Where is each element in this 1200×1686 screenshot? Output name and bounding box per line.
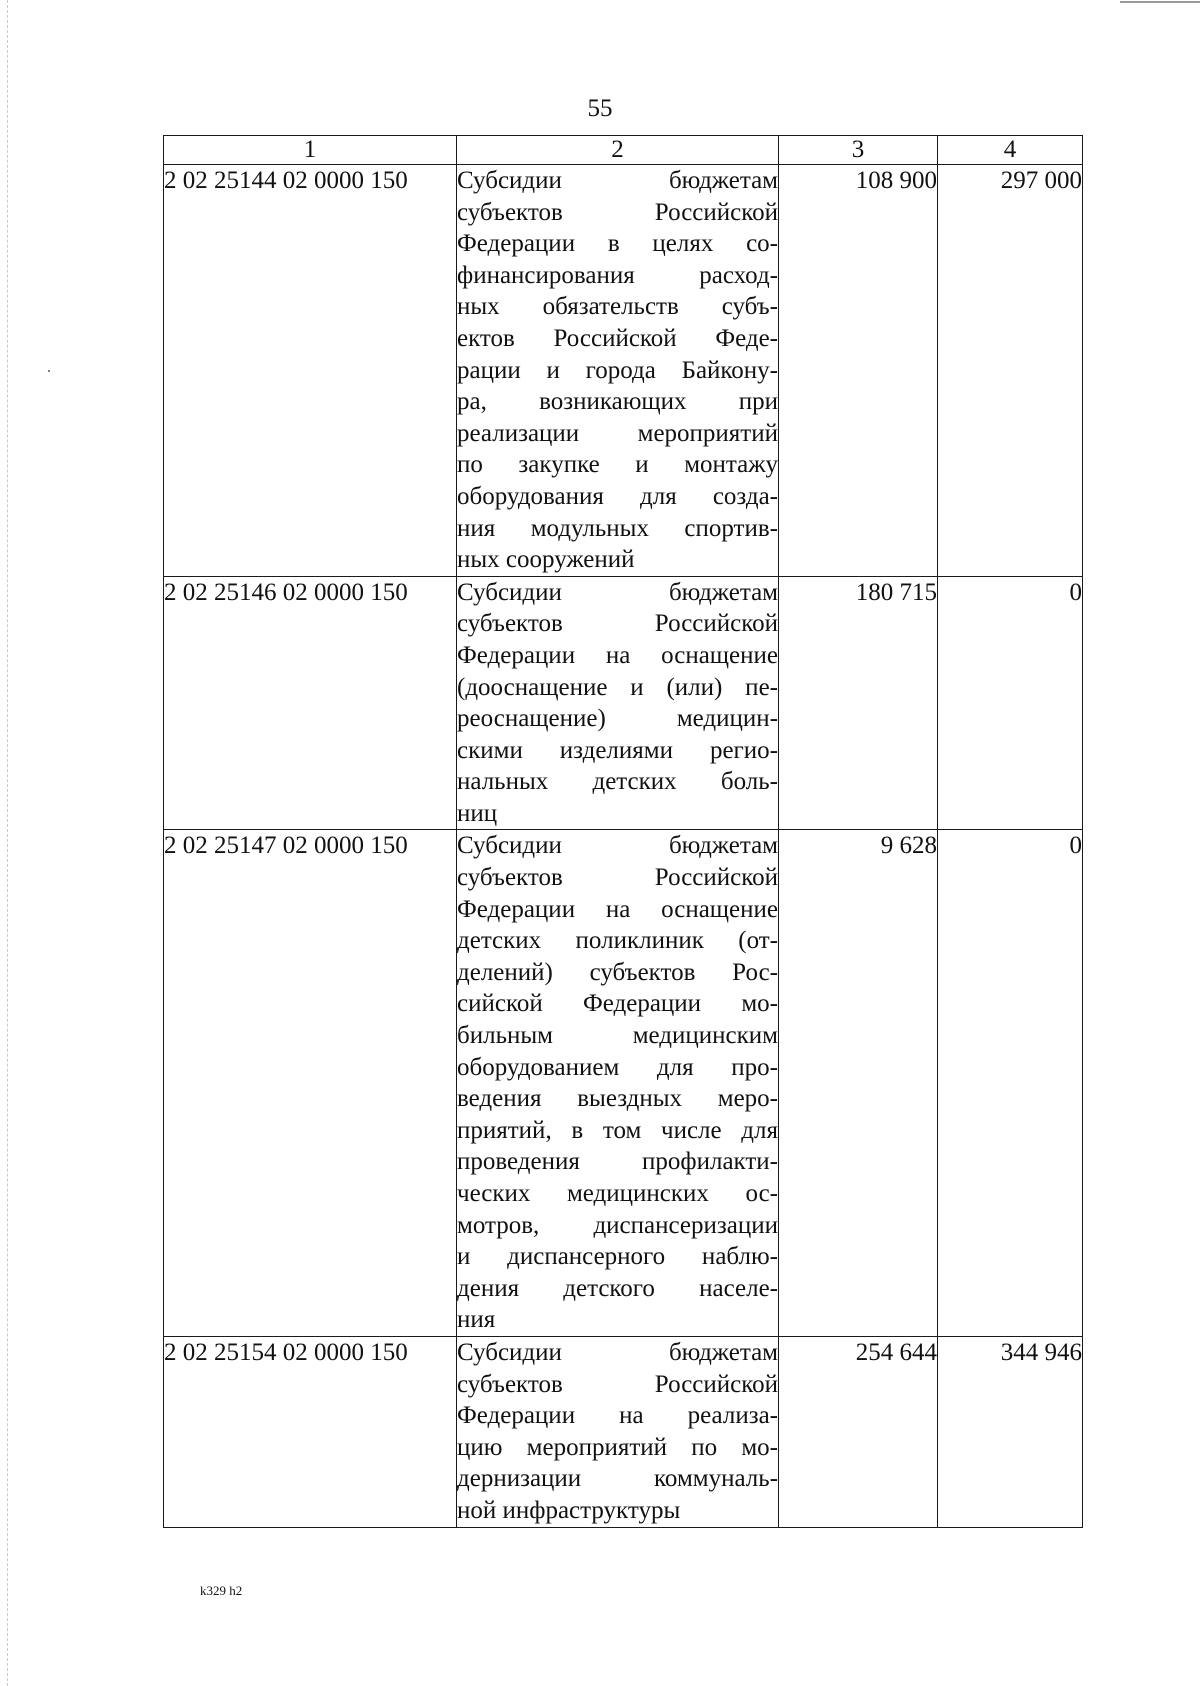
table-header-row bbox=[164, 136, 1083, 165]
description-line: Субсидии бюджетам bbox=[457, 167, 778, 194]
description-line: по закупке и монтажу bbox=[457, 451, 778, 479]
amount-col-3-cell: 108 900 bbox=[779, 165, 938, 577]
description-line: Федерации на оснащение bbox=[457, 641, 778, 669]
scan-edge-top bbox=[1120, 1, 1200, 3]
amount-col-4-cell: 0 bbox=[938, 576, 1083, 830]
page-number: 55 bbox=[587, 95, 613, 122]
description-line: цию мероприятий по мо- bbox=[457, 1433, 778, 1461]
header-col-2: 2 bbox=[457, 136, 779, 165]
description-line: ведения выездных меро- bbox=[457, 1085, 778, 1113]
description-line: Федерации в целях со- bbox=[457, 230, 778, 258]
description-line: оборудования для созда- bbox=[457, 482, 778, 510]
description-line: ния модульных спортив- bbox=[457, 514, 778, 542]
description-line: дения детского населе- bbox=[457, 1274, 778, 1302]
budget-code-cell: 2 02 25146 02 0000 150 bbox=[164, 576, 457, 830]
amount-col-3-cell: 9 628 bbox=[779, 830, 938, 1337]
table-row bbox=[164, 1336, 1083, 1527]
description-line: и диспансерного наблю- bbox=[457, 1243, 778, 1271]
description-line: Субсидии бюджетам bbox=[457, 578, 778, 606]
description-line: субъектов Российской bbox=[457, 610, 778, 638]
description-line: Федерации на оснащение bbox=[457, 895, 778, 923]
description-line: Федерации на реализа- bbox=[457, 1402, 778, 1430]
description-line: дернизации коммуналь- bbox=[457, 1465, 778, 1493]
amount-col-4-cell: 297 000 bbox=[938, 165, 1083, 577]
description-cell bbox=[457, 1336, 779, 1527]
description-line: бильным медицинским bbox=[457, 1022, 778, 1050]
header-col-3: 3 bbox=[779, 136, 938, 165]
description-cell bbox=[457, 576, 779, 830]
budget-code-cell: 2 02 25147 02 0000 150 bbox=[164, 830, 457, 1337]
description-line: сийской Федерации мо- bbox=[457, 990, 778, 1018]
description-line: ниц bbox=[457, 799, 498, 827]
budget-table bbox=[163, 135, 1083, 1528]
description-line: Субсидии бюджетам bbox=[457, 832, 778, 860]
table-row bbox=[164, 165, 1083, 577]
table-row bbox=[164, 830, 1083, 1337]
amount-col-3-cell: 254 644 bbox=[779, 1336, 938, 1527]
description-line: ческих медицинских ос- bbox=[457, 1180, 778, 1207]
description-line: ра, возникающих при bbox=[457, 388, 778, 416]
description-line: детских поликлиник (от- bbox=[457, 927, 778, 955]
description-line: рации и города Байкону- bbox=[457, 356, 778, 384]
description-line: ектов Российской Феде- bbox=[457, 324, 778, 352]
header-col-4: 4 bbox=[938, 136, 1083, 165]
scan-speck bbox=[48, 370, 50, 372]
scan-edge-left bbox=[7, 0, 8, 1686]
description-cell bbox=[457, 830, 779, 1337]
description-line: ных обязательств субъ- bbox=[457, 293, 778, 321]
header-col-1: 1 bbox=[164, 136, 457, 165]
description-line: субъектов Российской bbox=[457, 1370, 778, 1398]
description-line: Субсидии бюджетам bbox=[457, 1338, 778, 1366]
description-line: реоснащение) медицин- bbox=[457, 705, 778, 733]
description-line: делений) субъектов Рос- bbox=[457, 958, 778, 986]
amount-col-4-cell: 344 946 bbox=[938, 1336, 1083, 1527]
description-line: ной инфраструктуры bbox=[457, 1496, 681, 1524]
description-line: нальных детских боль- bbox=[457, 768, 778, 796]
description-cell bbox=[457, 165, 779, 577]
footer-code: k329 h2 bbox=[200, 1583, 243, 1598]
description-line: оборудованием для про- bbox=[457, 1053, 778, 1081]
description-line: финансирования расход- bbox=[457, 261, 778, 289]
description-line: (дооснащение и (или) пе- bbox=[457, 673, 778, 701]
description-line: субъектов Российской bbox=[457, 198, 778, 226]
description-line: субъектов Российской bbox=[457, 864, 778, 892]
amount-col-4-cell: 0 bbox=[938, 830, 1083, 1337]
description-line: скими изделиями регио- bbox=[457, 736, 778, 764]
description-line: проведения профилакти- bbox=[457, 1148, 778, 1176]
description-line: приятий, в том числе для bbox=[457, 1116, 778, 1144]
table-row bbox=[164, 576, 1083, 830]
amount-col-3-cell: 180 715 bbox=[779, 576, 938, 830]
budget-code-cell: 2 02 25144 02 0000 150 bbox=[164, 165, 457, 577]
description-line: ных сооружений bbox=[457, 546, 635, 574]
budget-code-cell: 2 02 25154 02 0000 150 bbox=[164, 1336, 457, 1527]
description-line: реализации мероприятий bbox=[457, 419, 778, 447]
description-line: мотров, диспансеризации bbox=[457, 1211, 778, 1239]
description-line: ния bbox=[457, 1306, 496, 1334]
